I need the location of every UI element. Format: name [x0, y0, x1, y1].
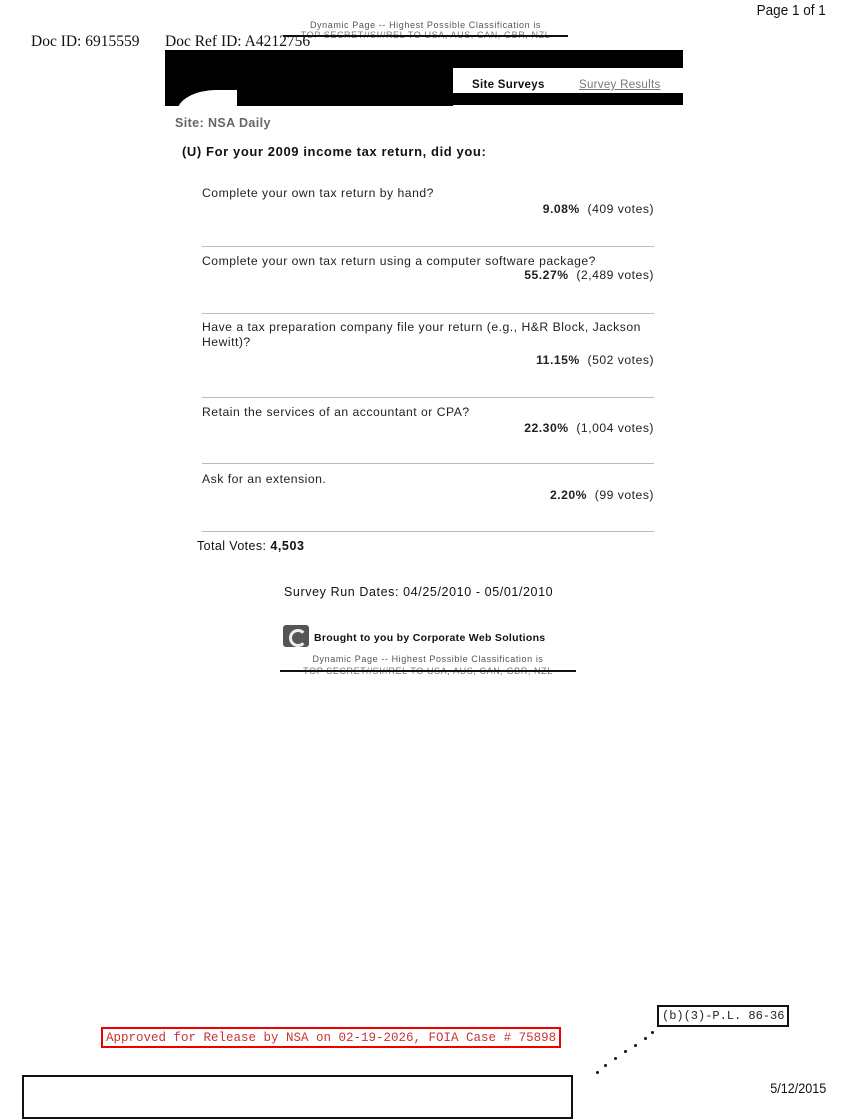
option-result — [202, 352, 654, 368]
doc-ref-id: Doc Ref ID: A4212756 — [165, 33, 311, 50]
option-result — [202, 420, 654, 436]
divider — [202, 397, 654, 398]
option-percent: 55.27% — [524, 268, 569, 282]
option-text: Ask for an extension. — [202, 472, 327, 486]
survey-option — [202, 254, 654, 283]
leader-dot — [614, 1057, 617, 1060]
option-text: Complete your own tax return using a computer software package? — [202, 254, 596, 268]
option-percent: 22.30% — [524, 421, 569, 435]
option-text: Retain the services of an accountant or CPA? — [202, 405, 470, 419]
doc-id: Doc ID: 6915559 — [31, 33, 140, 50]
option-percent: 9.08% — [542, 202, 580, 216]
option-votes: (2,489 votes) — [576, 268, 654, 282]
option-votes: (502 votes) — [587, 353, 654, 367]
redaction-box — [22, 1075, 573, 1119]
divider — [202, 463, 654, 464]
divider — [202, 246, 654, 247]
option-result — [202, 267, 654, 283]
option-result — [202, 201, 654, 217]
survey-option — [202, 320, 654, 368]
total-votes-value: 4,503 — [270, 539, 305, 553]
option-votes: (409 votes) — [587, 202, 654, 216]
leader-dot — [634, 1044, 637, 1047]
classification-line-2 — [283, 30, 568, 40]
survey-question: (U) For your 2009 income tax return, did you: — [182, 144, 487, 159]
leader-dot — [596, 1071, 599, 1074]
leader-dot — [644, 1037, 647, 1040]
option-percent: 2.20% — [549, 488, 588, 502]
total-votes — [197, 539, 305, 553]
strikethrough-line — [280, 670, 576, 672]
option-percent: 11.15% — [536, 353, 580, 367]
print-date: 5/12/2015 — [769, 1080, 826, 1096]
classification-line-2 — [280, 665, 576, 677]
brought-by-text: Brought to you by Corporate Web Solutions — [314, 632, 546, 644]
leader-dot — [604, 1064, 607, 1067]
option-votes: (1,004 votes) — [576, 421, 654, 435]
leader-dot — [651, 1031, 654, 1034]
page-number: Page 1 of 1 — [756, 2, 826, 19]
survey-option — [202, 472, 654, 503]
divider — [202, 531, 654, 532]
approved-for-release-stamp: Approved for Release by NSA on 02-19-2026, FOIA Case # 75898 — [101, 1027, 561, 1048]
exemption-label: (b)(3)-P.L. 86-36 — [657, 1005, 789, 1027]
survey-run-dates: Survey Run Dates: 04/25/2010 - 05/01/2010 — [284, 585, 554, 599]
classification-banner-bottom — [280, 653, 576, 677]
leader-dot — [624, 1050, 627, 1053]
redacted-banner-bar-bottom — [452, 93, 683, 105]
survey-option — [202, 405, 654, 436]
classification-banner-top — [283, 20, 568, 40]
survey-option — [202, 186, 654, 217]
strikethrough-line — [283, 35, 568, 37]
site-label: Site: NSA Daily — [175, 116, 271, 130]
tab-site-surveys[interactable]: Site Surveys — [472, 79, 545, 91]
option-text: Complete your own tax return by hand? — [202, 186, 434, 200]
classification-line-1: Dynamic Page -- Highest Possible Classification is — [312, 654, 544, 664]
option-text: Have a tax preparation company file your return (e.g., H&R Block, Jackson Hewitt)? — [202, 320, 641, 349]
total-votes-label: Total Votes: — [197, 539, 267, 553]
divider — [202, 313, 654, 314]
classification-line-1: Dynamic Page -- Highest Possible Classification is — [309, 20, 542, 30]
corporate-web-solutions-logo-icon — [283, 625, 309, 647]
tab-survey-results[interactable]: Survey Results — [579, 79, 661, 91]
redacted-banner-bar-top — [452, 50, 683, 68]
option-votes: (99 votes) — [594, 488, 654, 502]
option-result — [202, 487, 654, 503]
redacted-banner-logo — [165, 50, 453, 106]
